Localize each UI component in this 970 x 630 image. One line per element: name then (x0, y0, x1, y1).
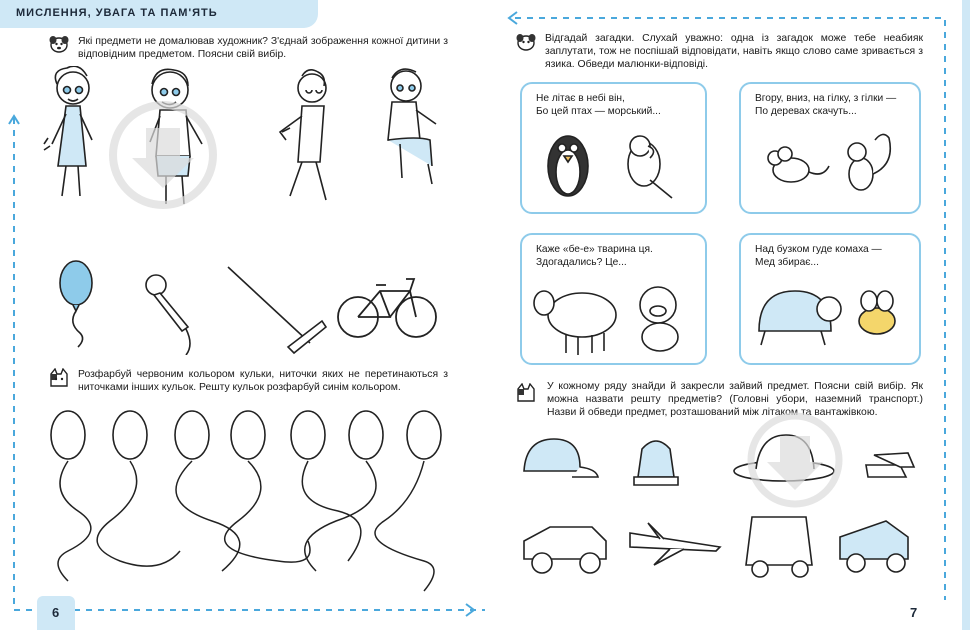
task-instruction-2: Розфарбуй червоним кольором кульки, ниточки яких не перетинаються з ниточками інших кульок. Решту кульок розфарбуй синім кольором. (78, 369, 448, 393)
boy-figure-3 (388, 69, 436, 184)
cat-task-icon-right (515, 383, 537, 403)
watermark-logo-right (745, 410, 845, 510)
riddle-4-text: Над бузком гуде комаха — Мед збирає... (755, 244, 882, 268)
watermark-logo (108, 100, 218, 210)
hats-row (520, 425, 930, 495)
turtle-bee-picture (751, 275, 911, 355)
riddle-1-text: Не літає в небі він, Бо цей птах — морський... (536, 93, 661, 117)
transport-row (520, 507, 940, 587)
dog-task-icon-right (515, 33, 537, 51)
microphone-object (146, 275, 190, 355)
boy-figure-2 (280, 70, 326, 200)
girl-figure (44, 66, 92, 196)
rake-object (228, 267, 326, 353)
riddles-instruction: Відгадай загадки. Слухай уважно: одна із загадок може тебе неабияк заплутати, тож не поспішай відповідати, навіть якщо слово саме зривається з язика. Обведи малюнки-відповіді. (545, 33, 923, 70)
right-page (485, 0, 970, 630)
riddle-card-3 (520, 233, 707, 365)
tangled-balloons (40, 405, 470, 595)
page-number-left: 6 (52, 605, 60, 620)
riddle-card-1 (520, 82, 707, 214)
cat-task-icon (48, 368, 70, 388)
section-title: МИСЛЕННЯ, УВАГА ТА ПАМ'ЯТЬ (16, 7, 218, 19)
objects-row (40, 255, 460, 355)
mouse-squirrel-picture (751, 124, 911, 204)
balloon-object (60, 261, 92, 347)
riddle-card-2 (739, 82, 921, 214)
sheep-pig-picture (530, 275, 700, 361)
riddle-card-4 (739, 233, 921, 365)
children-illustrations (40, 66, 460, 216)
riddle-3-text: Каже «бе-е» тварина ця. Здогадались? Це... (536, 244, 653, 268)
page-number-right: 7 (910, 605, 918, 620)
riddle-2-text: Вгору, вниз, на гілку, з гілки — По деревах скачуть... (755, 93, 897, 117)
task-instruction-1: Які предмети не домалював художник? З'єднай зображення кожної дитини з відповідним предметом. Поясни свій вибір. (78, 36, 448, 60)
bicycle-object (338, 279, 436, 337)
dog-task-icon (48, 35, 70, 53)
odd-one-instruction: У кожному ряду знайди й закресли зайвий предмет. Поясни свій вибір. Як можна назвати решту предметів? (Головні убори, наземний транспорт.) Назви й обведи предмет, розташований між літаком та вантажівкою. (547, 381, 923, 418)
penguin-parrot-picture (532, 124, 692, 204)
